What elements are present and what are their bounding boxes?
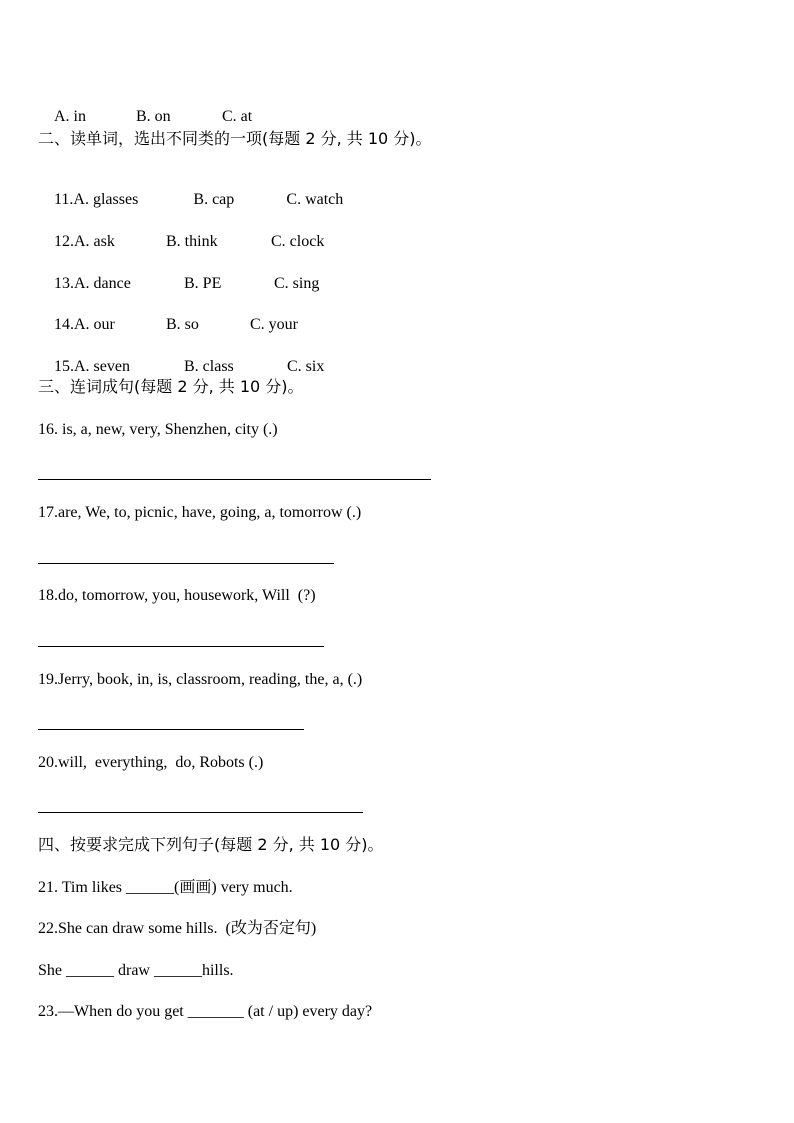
option-b: B. think	[166, 233, 218, 250]
question-23: 23.—When do you get _______ (at / up) every day?	[38, 1003, 373, 1020]
option-a: A. seven	[74, 358, 130, 375]
option-b: B. so	[166, 316, 199, 333]
option-b: B. class	[184, 358, 234, 375]
question-22: 22.She can draw some hills. (改为否定句)	[38, 920, 317, 937]
section3-heading: 三、连词成句(每题 2 分, 共 10 分)。	[38, 377, 304, 396]
option-c: C. clock	[271, 233, 325, 250]
question-20: 20.will, everything, do, Robots (.)	[38, 754, 264, 771]
option-c: C. your	[250, 316, 298, 333]
option-a: A. dance	[74, 275, 131, 292]
option-a: A. glasses	[73, 191, 139, 208]
question-18: 18.do, tomorrow, you, housework, Will (?)	[38, 587, 316, 604]
question-number: 14.	[54, 316, 74, 333]
option-c: C. watch	[286, 191, 344, 208]
question-17: 17.are, We, to, picnic, have, going, a, tomorrow (.)	[38, 504, 362, 521]
option-b: B. cap	[193, 191, 235, 208]
option-c: C. sing	[274, 275, 320, 292]
question-number: 12.	[54, 233, 74, 250]
question-number: 13.	[54, 275, 74, 292]
option-b: B. on	[136, 108, 171, 125]
answer-line[interactable]	[38, 812, 363, 813]
question-22-answer: She ______ draw ______hills.	[38, 962, 234, 979]
question-16: 16. is, a, new, very, Shenzhen, city (.)	[38, 421, 278, 438]
option-b: B. PE	[184, 275, 222, 292]
option-a: A. ask	[74, 233, 115, 250]
question-19: 19.Jerry, book, in, is, classroom, reading, the, a, (.)	[38, 671, 363, 688]
section2-heading: 二、读单词，选出不同类的一项(每题 2 分, 共 10 分)。	[38, 129, 432, 148]
question-21: 21. Tim likes ______(画画) very much.	[38, 879, 293, 896]
section4-heading: 四、按要求完成下列句子(每题 2 分, 共 10 分)。	[38, 835, 384, 854]
question-number: 11.	[54, 191, 74, 208]
option-c: C. at	[222, 108, 253, 125]
answer-line[interactable]	[38, 646, 324, 647]
option-c: C. six	[287, 358, 325, 375]
question-number: 15.	[54, 358, 74, 375]
answer-line[interactable]	[38, 729, 304, 730]
option-a: A. our	[74, 316, 115, 333]
answer-line[interactable]	[38, 479, 431, 480]
answer-line[interactable]	[38, 563, 334, 564]
option-a: A. in	[54, 108, 86, 125]
